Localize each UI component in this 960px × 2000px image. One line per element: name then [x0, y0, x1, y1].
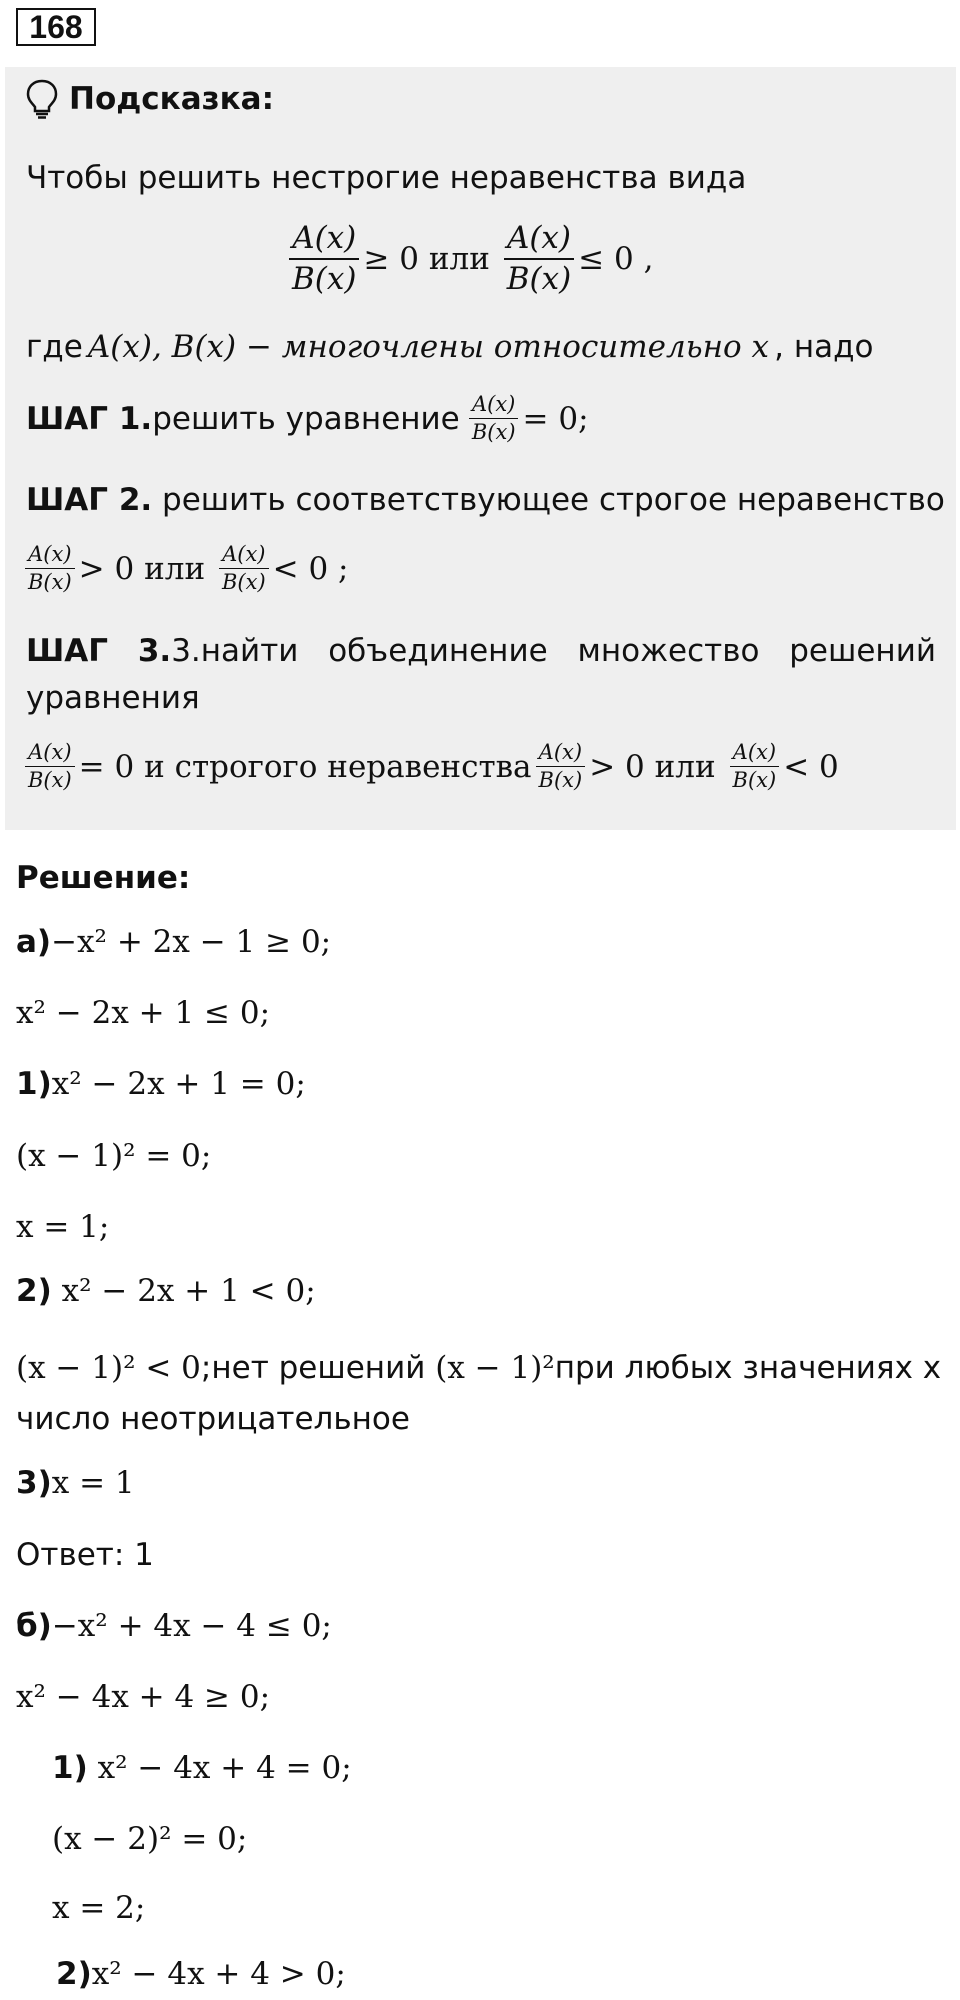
fraction: $\frac{A(x)}{B(x)}$ — [730, 740, 780, 793]
part-a-step2: 2) x² − 2x + 1 < 0; — [16, 1273, 316, 1309]
part-b-line1: б)−x² + 4x − 4 ≤ 0; — [16, 1608, 332, 1644]
part-b-step1: 1) x² − 4x + 4 = 0; — [52, 1750, 352, 1786]
hint-title-label: Подсказка: — [69, 81, 274, 117]
part-a-step2-explain: (x − 1)² < 0;нет решений (x − 1)²при любых значениях х — [16, 1350, 942, 1386]
part-a-line2: x² − 2x + 1 ≤ 0; — [16, 995, 271, 1031]
problem-number: 168 — [16, 8, 96, 46]
hint-step3: ШАГ 3.3.найти объединение множество решений — [26, 633, 936, 669]
hint-box — [5, 67, 956, 830]
hint-step2: ШАГ 2. решить соответствующее строгое неравенство — [26, 482, 945, 518]
hint-step2-formula: $\frac{A(x)}{B(x)}$ > 0 или $\frac{A(x)}{B(x)}$ < 0 ; — [21, 542, 349, 595]
part-a-step3: 3)x = 1 — [16, 1465, 135, 1501]
part-a-step2-explain-cont: число неотрицательное — [16, 1401, 410, 1437]
hint-step1: ШАГ 1. решить уравнение $\frac{A(x)}{B(x)}$ = 0; — [26, 392, 589, 445]
fraction: $\frac{A(x)}{B(x)}$ — [536, 740, 586, 793]
part-a-line1: а)−x² + 2x − 1 ≥ 0; — [16, 924, 332, 960]
hint-title — [25, 77, 274, 121]
fraction: $\frac{A(x)}{B(x)}$ — [25, 542, 75, 595]
part-b-step1-factored: (x − 2)² = 0; — [52, 1821, 248, 1857]
part-b-step2: 2)x² − 4x + 4 > 0; — [56, 1956, 346, 1992]
hint-step3-line2: уравнения — [26, 680, 200, 716]
part-a-step1-factored: (x − 1)² = 0; — [16, 1138, 212, 1174]
fraction: $\frac{A(x)}{B(x)}$ — [504, 220, 574, 298]
lightbulb-icon — [25, 78, 59, 120]
hint-where-line: где A(x), B(x) − многочлены относительно x , надо — [26, 329, 874, 365]
part-a-step1-root: x = 1; — [16, 1209, 110, 1245]
hint-step3-formula: $\frac{A(x)}{B(x)}$ = 0 и строгого неравенства $\frac{A(x)}{B(x)}$ > 0 или $\frac{A(x)}{B(x)}$ < 0 — [21, 740, 839, 793]
fraction: $\frac{A(x)}{B(x)}$ — [219, 542, 269, 595]
part-a-answer: Ответ: 1 — [16, 1537, 154, 1573]
part-a-step1: 1)x² − 2x + 1 = 0; — [16, 1066, 306, 1102]
fraction: $\frac{A(x)}{B(x)}$ — [469, 392, 519, 445]
part-b-step1-root: x = 2; — [52, 1890, 146, 1926]
hint-intro: Чтобы решить нестрогие неравенства вида — [26, 160, 747, 196]
fraction: $\frac{A(x)}{B(x)}$ — [289, 220, 359, 298]
fraction: $\frac{A(x)}{B(x)}$ — [25, 740, 75, 793]
solution-title: Решение: — [16, 860, 191, 896]
hint-main-formula: $\frac{A(x)}{B(x)}$ ≥ 0 или $\frac{A(x)}{B(x)}$ ≤ 0 , — [285, 220, 654, 298]
part-b-line2: x² − 4x + 4 ≥ 0; — [16, 1679, 271, 1715]
